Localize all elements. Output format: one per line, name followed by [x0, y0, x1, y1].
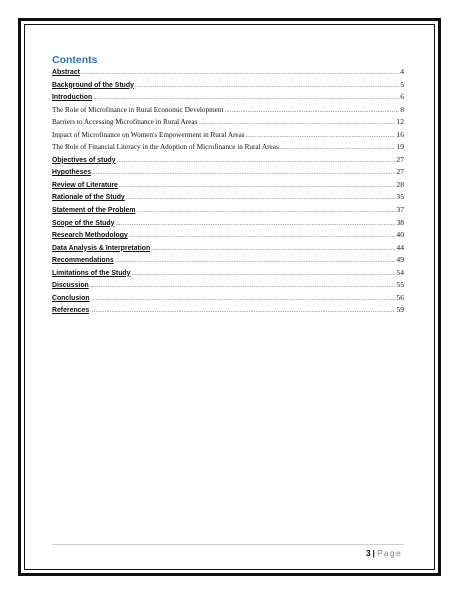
toc-entry-page: 6 — [400, 92, 404, 102]
toc-entry-page: 37 — [396, 205, 404, 215]
toc-entry-title: Objectives of study — [52, 156, 116, 164]
toc-entry-title: Abstract — [52, 69, 80, 76]
toc-entry-title: Review of Literature — [52, 181, 118, 189]
footer-separator: | — [372, 548, 375, 558]
toc-leader-dots — [92, 170, 395, 176]
toc-entry-title: Introduction — [52, 94, 93, 102]
toc-entry[interactable] — [52, 293, 404, 306]
toc-entry[interactable] — [52, 92, 404, 105]
page-number: 3 — [365, 548, 371, 558]
toc-entry-page: 59 — [396, 305, 404, 315]
toc-entry-page: 16 — [396, 129, 404, 139]
toc-entry-title: Recommendations — [52, 257, 114, 265]
toc-leader-dots — [136, 208, 395, 214]
toc-entry-title: Hypotheses — [52, 169, 92, 177]
toc-entry-title: Conclusion — [52, 294, 90, 302]
toc-entry[interactable] — [52, 280, 404, 293]
toc-leader-dots — [198, 120, 395, 126]
toc-entry[interactable] — [52, 180, 404, 193]
toc-entry-title: Barriers to Accessing Microfinance in Rural Areas — [52, 118, 198, 127]
toc-entry-page: 27 — [396, 154, 404, 164]
toc-entry[interactable] — [52, 105, 404, 118]
toc-entry-page: 28 — [396, 179, 404, 189]
toc-entry[interactable] — [52, 155, 404, 168]
page-footer — [366, 548, 402, 558]
toc-leader-dots — [91, 296, 396, 302]
toc-entry-title: Discussion — [52, 282, 89, 290]
toc-entry-title: Limitations of the Study — [52, 269, 131, 277]
toc-entry[interactable] — [52, 305, 404, 318]
toc-entry-title: Impact of Microfinance on Women's Empowerment in Rural Areas — [52, 130, 245, 139]
toc-entry-title: Scope of the Study — [52, 219, 115, 227]
toc-entry-page: 44 — [396, 242, 404, 252]
toc-entry-page: 49 — [396, 255, 404, 265]
toc-leader-dots — [131, 271, 395, 277]
toc-entry-title: The Role of Financial Literacy in the Adoption of Microfinance in Rural Areas — [52, 143, 279, 152]
toc-entry-title: Rationale of the Study — [52, 194, 125, 202]
toc-leader-dots — [246, 133, 396, 139]
toc-entry-title: Research Methodology — [52, 232, 128, 240]
toc-leader-dots — [117, 158, 396, 164]
toc-leader-dots — [115, 258, 396, 264]
toc-entry[interactable] — [52, 218, 404, 231]
toc-entry[interactable] — [52, 67, 404, 80]
toc-entry-page: 27 — [396, 167, 404, 177]
toc-leader-dots — [119, 183, 396, 189]
table-of-contents — [52, 54, 404, 318]
toc-entry[interactable] — [52, 117, 404, 130]
toc-entry[interactable] — [52, 268, 404, 281]
toc-entry[interactable] — [52, 130, 404, 143]
toc-leader-dots — [224, 108, 399, 114]
toc-leader-dots — [151, 246, 395, 252]
toc-entry-page: 4 — [400, 67, 404, 76]
page-label: Page — [376, 548, 402, 558]
toc-entry[interactable] — [52, 255, 404, 268]
toc-entry-title: Data Analysis & Interpretation — [52, 244, 151, 252]
toc-entry[interactable] — [52, 80, 404, 93]
toc-entry-title: Background of the Study — [52, 81, 134, 89]
toc-leader-dots — [90, 308, 395, 314]
toc-entry-page: 12 — [396, 117, 404, 127]
toc-leader-dots — [280, 145, 396, 151]
toc-entry-page: 55 — [396, 280, 404, 290]
toc-entry[interactable] — [52, 205, 404, 218]
toc-leader-dots — [115, 221, 395, 227]
toc-entry[interactable] — [52, 167, 404, 180]
toc-list — [52, 67, 404, 318]
toc-entry-page: 35 — [396, 192, 404, 202]
toc-entry-page: 40 — [396, 230, 404, 240]
toc-entry-page: 38 — [396, 217, 404, 227]
toc-entry[interactable] — [52, 243, 404, 256]
toc-heading: Contents — [52, 54, 98, 66]
footer-divider — [52, 544, 404, 545]
toc-leader-dots — [126, 195, 396, 201]
toc-entry-page: 8 — [400, 104, 404, 114]
toc-entry[interactable] — [52, 192, 404, 205]
toc-leader-dots — [129, 233, 396, 239]
toc-leader-dots — [81, 70, 399, 76]
toc-entry-page: 54 — [396, 267, 404, 277]
toc-entry-title: The Role of Microfinance in Rural Economic Development — [52, 105, 224, 114]
toc-entry-page: 5 — [400, 79, 404, 89]
toc-entry-title: Statement of the Problem — [52, 207, 136, 215]
toc-leader-dots — [93, 95, 399, 101]
toc-entry[interactable] — [52, 230, 404, 243]
toc-leader-dots — [90, 283, 396, 289]
toc-entry[interactable] — [52, 142, 404, 155]
toc-entry-page: 19 — [396, 142, 404, 152]
toc-leader-dots — [135, 83, 399, 89]
toc-entry-page: 56 — [396, 292, 404, 302]
toc-entry-title: References — [52, 307, 90, 315]
